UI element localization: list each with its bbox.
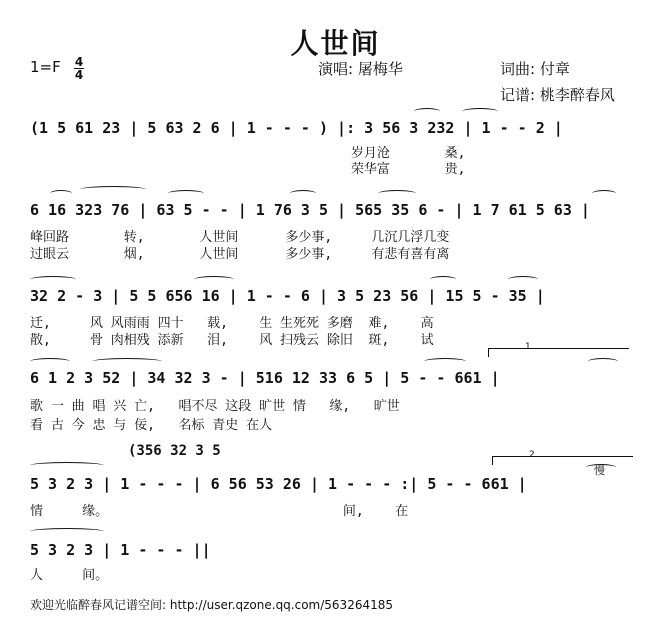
- notes-line-4: 6 1 2 3 52 | 34 32 3 - | 516 12 33 6 5 | 5 - - 661 |: [30, 369, 500, 387]
- key-signature: 1=F: [30, 58, 61, 76]
- slur-mark: [424, 358, 466, 365]
- footer-url-text: 欢迎光临醉春风记谱空间: http://user.qzone.qq.com/563264185: [30, 598, 394, 612]
- slur-mark: [92, 358, 162, 365]
- singer-credit: 演唱: 屠梅华: [318, 60, 403, 78]
- notes-line-5: 5 3 2 3 | 1 - - - | 6 56 53 26 | 1 - - - :| 5 - - 661 |: [30, 475, 527, 493]
- slur-mark: [194, 276, 234, 283]
- lyrics-line-3a: 迁, 风 风雨雨 四十 载, 生 生死死 多磨 难, 高: [30, 316, 434, 331]
- interlude-phrase: (356 32 3 5: [128, 443, 221, 459]
- slur-mark: [588, 358, 618, 365]
- slur-mark: [30, 276, 76, 283]
- slur-mark: [80, 186, 146, 193]
- notes-line-6: 5 3 2 3 | 1 - - - ||: [30, 541, 211, 559]
- lyrics-line-4a: 歌 一 曲 唱 兴 亡, 唱不尽 这段 旷世 情 缘, 旷世: [30, 399, 400, 414]
- lyrics-line-6a: 人 间。: [30, 568, 109, 583]
- slur-mark: [30, 358, 70, 365]
- slur-mark: [290, 190, 316, 197]
- notes-line-3: 32 2 - 3 | 5 5 656 16 | 1 - - 6 | 3 5 23 56 | 15 5 - 35 |: [30, 287, 545, 305]
- lyrics-line-1a: 岁月沧 桑,: [30, 146, 466, 161]
- notes-line-2: 6 16 323 76 | 63 5 - - | 1 76 3 5 | 565 35 6 - | 1 7 61 5 63 |: [30, 201, 590, 219]
- slur-mark: [30, 462, 104, 469]
- lyrics-line-5a: 情 缘。 间, 在: [30, 504, 409, 519]
- volta-bracket-1: [488, 342, 629, 357]
- lyrics-line-2b: 过眼云 烟, 人世间 多少事, 有悲有喜有离: [30, 247, 450, 262]
- slur-mark: [168, 190, 204, 197]
- time-signature: [74, 56, 84, 81]
- lyrics-line-4b: 看 古 今 忠 与 佞, 名标 青史 在人: [30, 418, 273, 433]
- slur-mark: [30, 528, 104, 535]
- slur-mark: [508, 276, 538, 283]
- slur-mark: [50, 190, 72, 197]
- lyrics-line-2a: 峰回路 转, 人世间 多少事, 几沉几浮几变: [30, 230, 450, 245]
- slow-tempo-mark: 慢: [594, 464, 605, 477]
- lyrics-line-3b: 散, 骨 肉相残 添新 泪, 风 扫残云 除旧 斑, 试: [30, 333, 434, 348]
- slur-mark: [592, 190, 616, 197]
- slur-mark: [430, 276, 456, 283]
- volta-2-label: 2: [529, 450, 535, 460]
- slur-mark: [414, 108, 440, 115]
- transcriber-credit: 记谱: 桃李醉春风: [500, 86, 615, 104]
- notes-line-1: (1 5 61 23 | 5 63 2 6 | 1 - - - ) |: 3 56 3 232 | 1 - - 2 |: [30, 119, 563, 137]
- lyrics-line-1b: 荣华富 贵,: [30, 162, 466, 177]
- slur-mark: [462, 108, 498, 115]
- composer-credit: 词曲: 付章: [500, 60, 570, 78]
- slur-mark: [378, 190, 416, 197]
- time-sig-top: 4: [74, 55, 84, 69]
- song-title: 人世间: [290, 27, 381, 60]
- time-sig-bottom: 4: [74, 68, 84, 82]
- volta-bracket-2: [492, 450, 633, 465]
- volta-1-label: 1: [525, 342, 531, 352]
